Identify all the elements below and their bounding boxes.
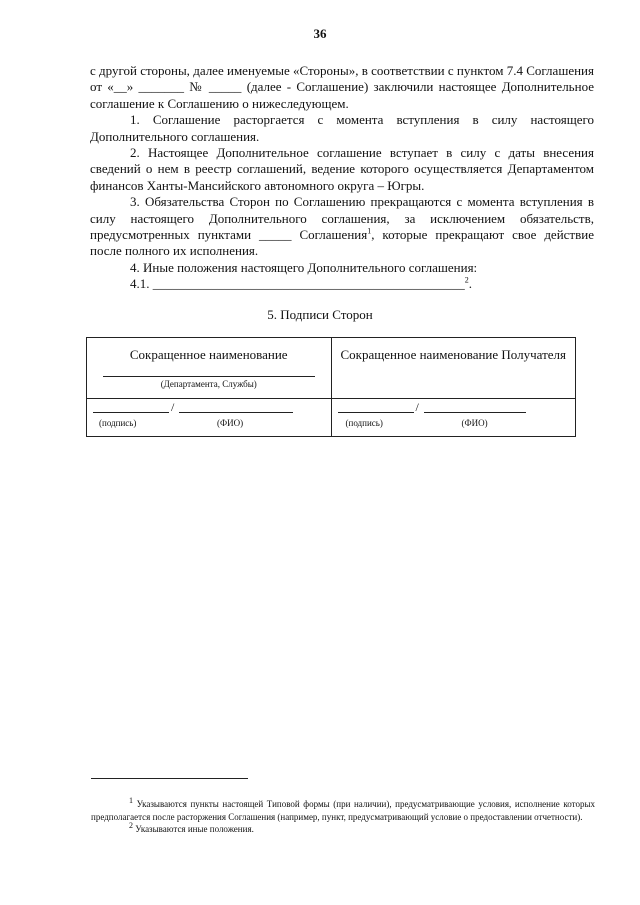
paragraph-intro: с другой стороны, далее именуемые «Стороны», в соответствии с пунктом 7.4 Соглашения от «__» _______ № _____ (далее - Соглашение) заключили настоящее Дополнительное соглашение к Соглашению о нижеследующем. [90, 63, 594, 111]
department-name-line [103, 376, 315, 377]
footnotes [91, 798, 595, 836]
signature-cell-department [87, 338, 332, 399]
paragraph-4-1-end: . [468, 276, 472, 292]
signature-label: (подпись) [99, 418, 137, 428]
paragraph-4-1-text: 4.1. ________________________________________________ [130, 276, 465, 292]
fio-line [424, 412, 526, 413]
fio-label: (ФИО) [461, 418, 488, 428]
footnote-2-text: Указываются иные положения. [133, 824, 254, 834]
footnote-1-mark: 1 [129, 796, 133, 805]
footnote-2 [91, 823, 595, 836]
footnote-separator [91, 778, 248, 779]
paragraph-2: 2. Настоящее Дополнительное соглашение вступает в силу с даты внесения сведений о нем в реестр соглашений, ведение которого осуществляется Департаментом финансов Ханты-Мансийского автономного округа – Югры. [90, 145, 594, 193]
footnote-ref-2: 2 [464, 275, 469, 285]
fio-label: (ФИО) [217, 418, 244, 428]
department-caption: (Департамента, Службы) [160, 379, 257, 389]
paragraph-1: 1. Соглашение расторгается с момента вступления в силу настоящего Дополнительного соглашения. [90, 112, 594, 144]
signature-row-department [87, 399, 332, 437]
signature-label: (подпись) [345, 418, 383, 428]
footnote-ref-1: 1 [367, 226, 372, 236]
recipient-name: Сокращенное наименование Получателя [340, 347, 567, 362]
footnote-2-mark: 2 [129, 821, 133, 830]
page-number: 36 [313, 26, 327, 41]
section-title: 5. Подписи Сторон [267, 307, 373, 322]
document-body [90, 63, 594, 293]
paragraph-3 [90, 194, 594, 260]
slash: / [415, 400, 419, 414]
signature-row-recipient [331, 399, 576, 437]
fio-line [179, 412, 293, 413]
signature-line [93, 412, 169, 413]
slash: / [171, 400, 175, 414]
signatures-table [86, 337, 576, 437]
signature-cell-recipient [331, 338, 576, 399]
signature-line [338, 412, 414, 413]
department-name: Сокращенное наименование [129, 347, 288, 362]
footnote-1-text: Указываются пункты настоящей Типовой формы (при наличии), предусматривающие условия, исполнение которых предполагается после расторжения Соглашения (например, пункт, предусматривающий условие о предоставлении отчетности). [91, 799, 595, 822]
paragraph-3-text-end: , которые прекращают свое действие после полного их исполнения. [90, 227, 594, 259]
footnote-1 [91, 798, 595, 823]
paragraph-4: 4. Иные положения настоящего Дополнительного соглашения: [130, 259, 478, 275]
paragraph-4-1 [90, 276, 594, 292]
paragraph-3-text: 3. Обязательства Сторон по Соглашению прекращаются с момента вступления в силу настоящего Дополнительного соглашения, за исключением обязательств, предусмотренных пунктами _____ Соглашения [90, 194, 594, 243]
